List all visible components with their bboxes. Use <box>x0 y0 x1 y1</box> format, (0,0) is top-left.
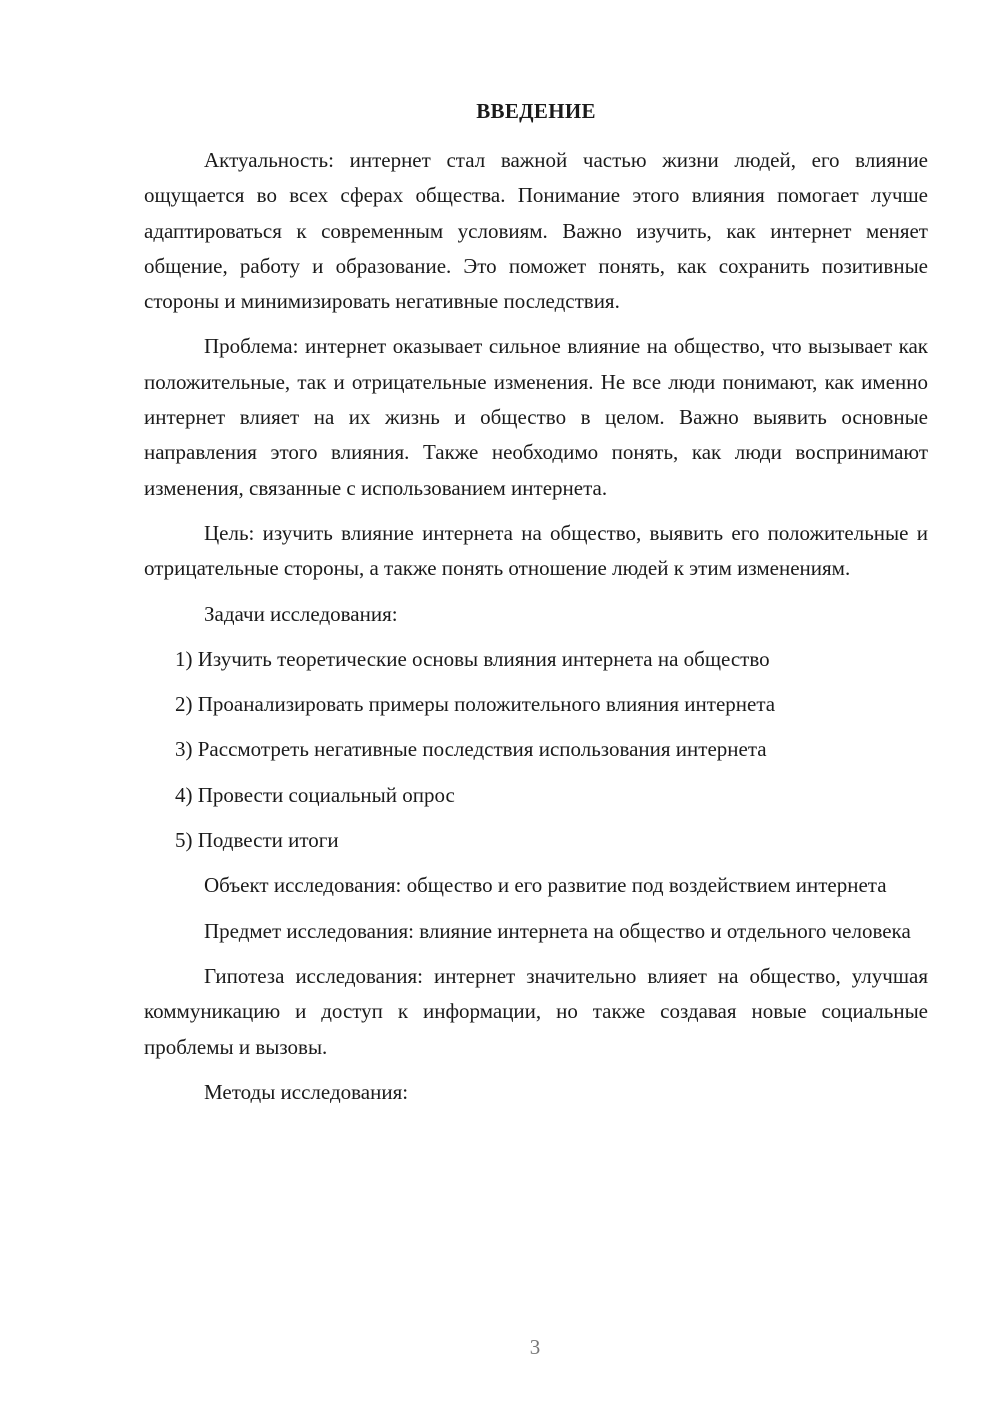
paragraph-problem: Проблема: интернет оказывает сильное влияние на общество, что вызывает как положительные, так и отрицательные изменения. Не все люди понимают, как именно интернет влияет на их жизнь и общество в целом. Важно выявить основные направления этого влияния. Также необходимо понять, как люди воспринимают изменения, связанные с использованием интернета. <box>144 334 928 500</box>
section-title: ВВЕДЕНИЕ <box>476 99 596 123</box>
list-item: 3) Рассмотреть негативные последствия использования интернета <box>175 737 767 762</box>
list-item: 4) Провести социальный опрос <box>175 782 455 807</box>
page-number: 3 <box>529 1335 541 1359</box>
list-item: 5) Подвести итоги <box>175 828 339 853</box>
list-item: 1) Изучить теоретические основы влияния интернета на общество <box>175 646 770 671</box>
paragraph-hypothesis: Гипотеза исследования: интернет значительно влияет на общество, улучшая коммуникацию и доступ к информации, но также создавая новые социальные проблемы и вызовы. <box>144 963 928 1059</box>
methods-heading: Методы исследования: <box>204 1079 409 1104</box>
tasks-heading: Задачи исследования: <box>204 601 398 626</box>
paragraph-relevance: Актуальность: интернет стал важной частью жизни людей, его влияние ощущается во всех сферах общества. Понимание этого влияния помогает лучше адаптироваться к современным условиям. Важно изучить, как интернет меняет общение, работу и образование. Это поможет понять, как сохранить позитивные стороны и минимизировать негативные последствия. <box>144 148 928 314</box>
document-body <box>144 143 928 1120</box>
tasks-list <box>144 642 928 858</box>
paragraph-subject: Предмет исследования: влияние интернета на общество и отдельного человека <box>204 918 911 943</box>
list-item: 2) Проанализировать примеры положительного влияния интернета <box>175 692 776 717</box>
paragraph-object: Объект исследования: общество и его развитие под воздействием интернета <box>204 873 887 898</box>
paragraph-goal: Цель: изучить влияние интернета на общество, выявить его положительные и отрицательные стороны, а также понять отношение людей к этим изменениям. <box>144 520 928 581</box>
